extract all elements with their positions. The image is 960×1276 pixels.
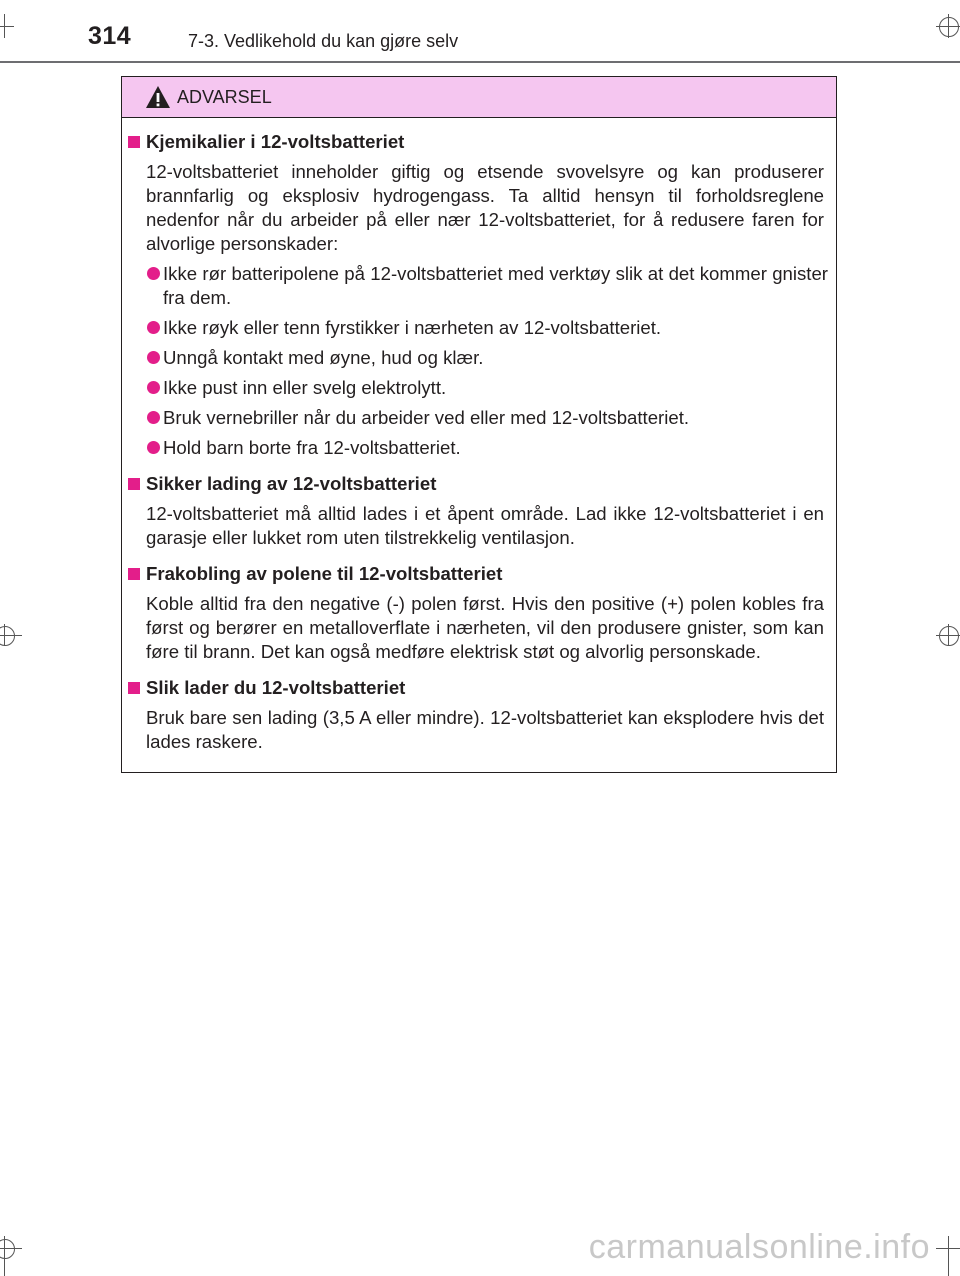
section-text: 12-voltsbatteriet inneholder giftig og etsende svovelsyre og kan produserer brannfarlig og eksplosiv hydrogengass. Ta alltid hensyn til forholdsreglene nedenfor når du arbeider på eller nær 12-voltsbatteriet, for å redusere faren for alvorlige personskader: xyxy=(146,161,824,254)
warning-triangle-icon xyxy=(145,85,171,109)
list-item: Bruk vernebriller når du arbeider ved eller med 12-voltsbatteriet. xyxy=(146,406,828,430)
square-bullet-icon xyxy=(128,568,140,580)
round-bullet-icon xyxy=(147,441,160,454)
square-bullet-icon xyxy=(128,478,140,490)
list-item: Ikke rør batteripolene på 12-voltsbatteriet med verktøy slik at det kommer gnister fra dem. xyxy=(146,262,828,310)
section-text: Bruk bare sen lading (3,5 A eller mindre). 12-voltsbatteriet kan eksplodere hvis det lades raskere. xyxy=(146,707,824,752)
warning-header xyxy=(122,77,836,118)
list-item: Unngå kontakt med øyne, hud og klær. xyxy=(146,346,828,370)
list-item: Ikke røyk eller tenn fyrstikker i nærheten av 12-voltsbatteriet. xyxy=(146,316,828,340)
section-heading: Frakobling av polene til 12-voltsbatteriet xyxy=(122,562,836,586)
section-heading: Kjemikalier i 12-voltsbatteriet xyxy=(122,130,836,154)
warning-section-how-to-charge xyxy=(122,676,836,754)
warning-title: ADVARSEL xyxy=(177,87,272,107)
warning-box xyxy=(121,76,837,773)
square-bullet-icon xyxy=(128,682,140,694)
watermark: carmanualsonline.info xyxy=(588,1228,930,1266)
round-bullet-icon xyxy=(147,267,160,280)
page-header xyxy=(0,0,960,62)
section-text: 12-voltsbatteriet må alltid lades i et åpent område. Lad ikke 12-voltsbatteriet i en garasje eller lukket rom uten tilstrekkelig ventilasjon. xyxy=(146,503,824,548)
warning-content xyxy=(122,118,836,754)
warning-section-chemicals xyxy=(122,130,836,460)
header-rule xyxy=(0,61,960,63)
list-item: Ikke pust inn eller svelg elektrolytt. xyxy=(146,376,828,400)
round-bullet-icon xyxy=(147,411,160,424)
section-heading: Slik lader du 12-voltsbatteriet xyxy=(122,676,836,700)
section-title: 7-3. Vedlikehold du kan gjøre selv xyxy=(188,31,459,51)
square-bullet-icon xyxy=(128,136,140,148)
round-bullet-icon xyxy=(147,351,160,364)
round-bullet-icon xyxy=(147,321,160,334)
warning-section-disconnecting xyxy=(122,562,836,664)
list-item: Hold barn borte fra 12-voltsbatteriet. xyxy=(146,436,828,460)
section-text: Koble alltid fra den negative (-) polen først. Hvis den positive (+) polen kobles fra først og berører en metalloverflate i nærheten, vil den produsere gnister, som kan føre til brann. Det kan også medføre elektrisk støt og alvorlig personskade. xyxy=(146,593,824,662)
page-number: 314 xyxy=(88,22,132,50)
section-heading: Sikker lading av 12-voltsbatteriet xyxy=(122,472,836,496)
warning-section-safe-charging xyxy=(122,472,836,550)
round-bullet-icon xyxy=(147,381,160,394)
